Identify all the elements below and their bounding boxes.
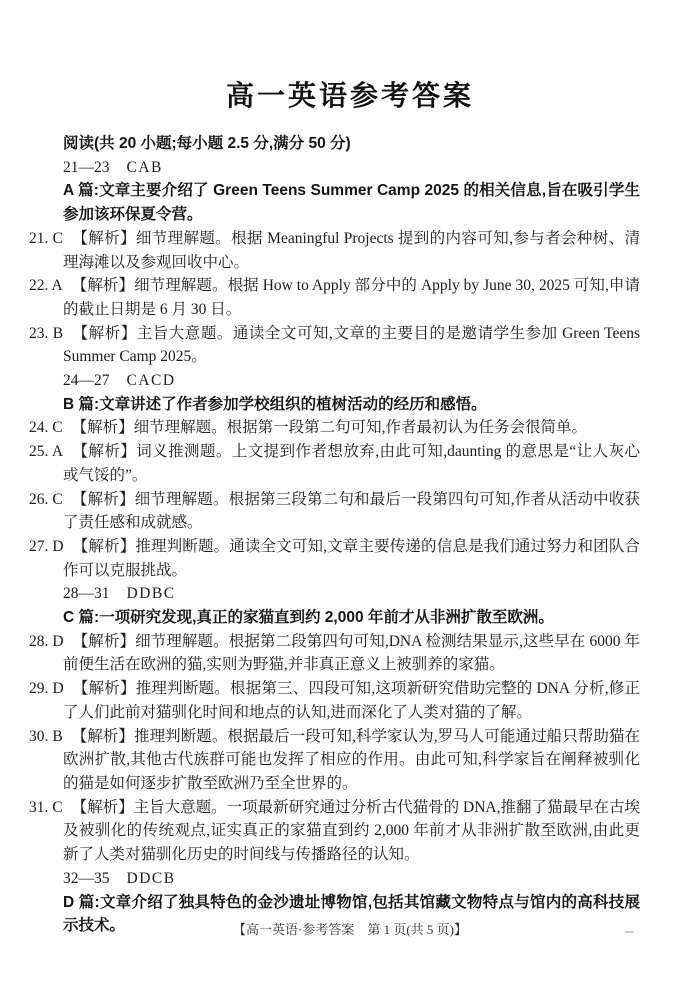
answer-item-23	[29, 322, 640, 369]
answer-key-row-21-23	[63, 156, 640, 180]
item-number-answer: 29. D	[29, 680, 64, 698]
analysis-tag: 【解析】	[71, 277, 135, 295]
analysis-tag: 【解析】	[72, 537, 136, 555]
analysis-tag: 【解析】	[72, 680, 136, 698]
item-explanation: 细节理解题。根据 Meaningful Projects 提到的内容可知,参与者会种树、清理海滩以及参观回收中心。	[63, 229, 640, 271]
answer-item-25	[29, 440, 640, 487]
passage-b-summary	[63, 393, 640, 417]
answer-item-27	[29, 535, 640, 582]
answer-key-row-32-35	[63, 867, 640, 891]
passage-label: C 篇:	[63, 609, 100, 627]
answer-letters: CACD	[126, 372, 176, 390]
analysis-tag: 【解析】	[71, 727, 134, 745]
item-explanation: 词义推测题。上文提到作者想放弃,由此可知,daunting 的意思是“让人灰心或气馁的”。	[63, 443, 640, 484]
item-number-answer: 22. A	[29, 277, 63, 295]
answer-letters: CAB	[126, 158, 163, 176]
item-number-answer: 28. D	[29, 632, 64, 650]
passage-label: D 篇:	[63, 893, 100, 911]
item-number-answer: 26. C	[29, 490, 63, 508]
answer-item-28	[29, 630, 640, 677]
item-explanation: 细节理解题。根据第二段第四句可知,DNA 检测结果显示,这些早在 6000 年前便生活在欧洲的猫,实则为野猫,并非真正意义上被驯养的家猫。	[63, 632, 640, 674]
item-number-answer: 30. B	[29, 727, 63, 745]
answer-item-22	[29, 274, 640, 321]
passage-label: B 篇:	[63, 395, 100, 413]
answer-range: 28—31	[63, 585, 110, 603]
passage-summary-text: 文章主要介绍了 Green Teens Summer Camp 2025 的相关信息,旨在吸引学生参加该环保夏令营。	[63, 182, 640, 224]
answer-letters: DDBC	[126, 585, 176, 603]
item-explanation: 主旨大意题。通读全文可知,文章的主要目的是邀请学生参加 Green Teens Summer Camp 2025。	[63, 324, 640, 366]
item-explanation: 主旨大意题。一项最新研究通过分析古代猫骨的 DNA,推翻了猫最早在古埃及被驯化的传统观点,证实真正的家猫直到约 2,000 年前才从非洲扩散至欧洲,由此更新了人类对猫驯化历史的时间线与传播路径的认知。	[63, 798, 640, 864]
passage-summary-text: 文章讲述了作者参加学校组织的植树活动的经历和感悟。	[99, 395, 487, 413]
analysis-tag: 【解析】	[72, 324, 137, 342]
analysis-tag: 【解析】	[72, 443, 137, 461]
analysis-tag: 【解析】	[71, 229, 136, 247]
item-number-answer: 27. D	[29, 537, 64, 555]
item-explanation: 细节理解题。根据 How to Apply 部分中的 Apply by June 30, 2025 可知,申请的截止日期是 6 月 30 日。	[63, 277, 640, 318]
reading-section-header: 阅读(共 20 小题;每小题 2.5 分,满分 50 分)	[63, 135, 351, 152]
passage-summary-text: 一项研究发现,真正的家猫直到约 2,000 年前才从非洲扩散至欧洲。	[99, 609, 554, 627]
answer-item-31	[29, 796, 640, 867]
page-title: 高一英语参考答案	[225, 80, 474, 111]
analysis-tag: 【解析】	[72, 632, 136, 650]
answer-item-29	[29, 677, 640, 724]
answer-letters: DDCB	[126, 869, 176, 887]
answer-item-24	[29, 416, 640, 440]
passage-a-summary	[63, 179, 640, 226]
item-explanation: 推理判断题。通读全文可知,文章主要传递的信息是我们通过努力和团队合作可以克服挑战。	[63, 537, 640, 579]
answer-key-row-28-31	[63, 582, 640, 606]
answer-item-21	[29, 227, 640, 274]
answer-item-26	[29, 488, 640, 535]
item-explanation: 推理判断题。根据第三、四段可知,这项新研究借助完整的 DNA 分析,修正了人们此前对猫驯化时间和地点的认知,进而深化了人类对猫的了解。	[63, 680, 640, 721]
answer-key-row-24-27	[63, 369, 640, 393]
answer-range: 32—35	[63, 869, 110, 887]
answer-item-30	[29, 725, 640, 796]
item-explanation: 细节理解题。根据第一段第二句可知,作者最初认为任务会很简单。	[133, 419, 587, 437]
item-number-answer: 24. C	[29, 419, 63, 437]
item-number-answer: 21. C	[29, 229, 63, 247]
passage-c-summary	[63, 606, 640, 630]
analysis-tag: 【解析】	[71, 419, 134, 437]
footer-page-info: 【高一英语·参考答案 第 1 页(共 5 页)】	[233, 922, 467, 937]
item-number-answer: 23. B	[29, 324, 64, 342]
answer-range: 24—27	[63, 372, 110, 390]
item-explanation: 推理判断题。根据最后一段可知,科学家认为,罗马人可能通过船只帮助猫在欧洲扩散,其他古代族群可能也发挥了相应的作用。由此可知,科学家旨在阐释被驯化的猫是如何逐步扩散至欧洲乃至全世界的。	[63, 727, 640, 792]
answer-range: 21—23	[63, 158, 110, 176]
passage-summary-text: 文章介绍了独具特色的金沙遗址博物馆,包括其馆藏文物特点与馆内的高科技展示技术。	[63, 893, 640, 935]
item-explanation: 细节理解题。根据第三段第二句和最后一段第四句可知,作者从活动中收获了责任感和成就感。	[63, 490, 640, 532]
item-number-answer: 31. C	[29, 798, 63, 816]
analysis-tag: 【解析】	[71, 490, 135, 508]
passage-label: A 篇:	[63, 182, 99, 200]
answers-content	[29, 132, 640, 938]
analysis-tag: 【解析】	[71, 798, 134, 816]
item-number-answer: 25. A	[29, 443, 64, 461]
